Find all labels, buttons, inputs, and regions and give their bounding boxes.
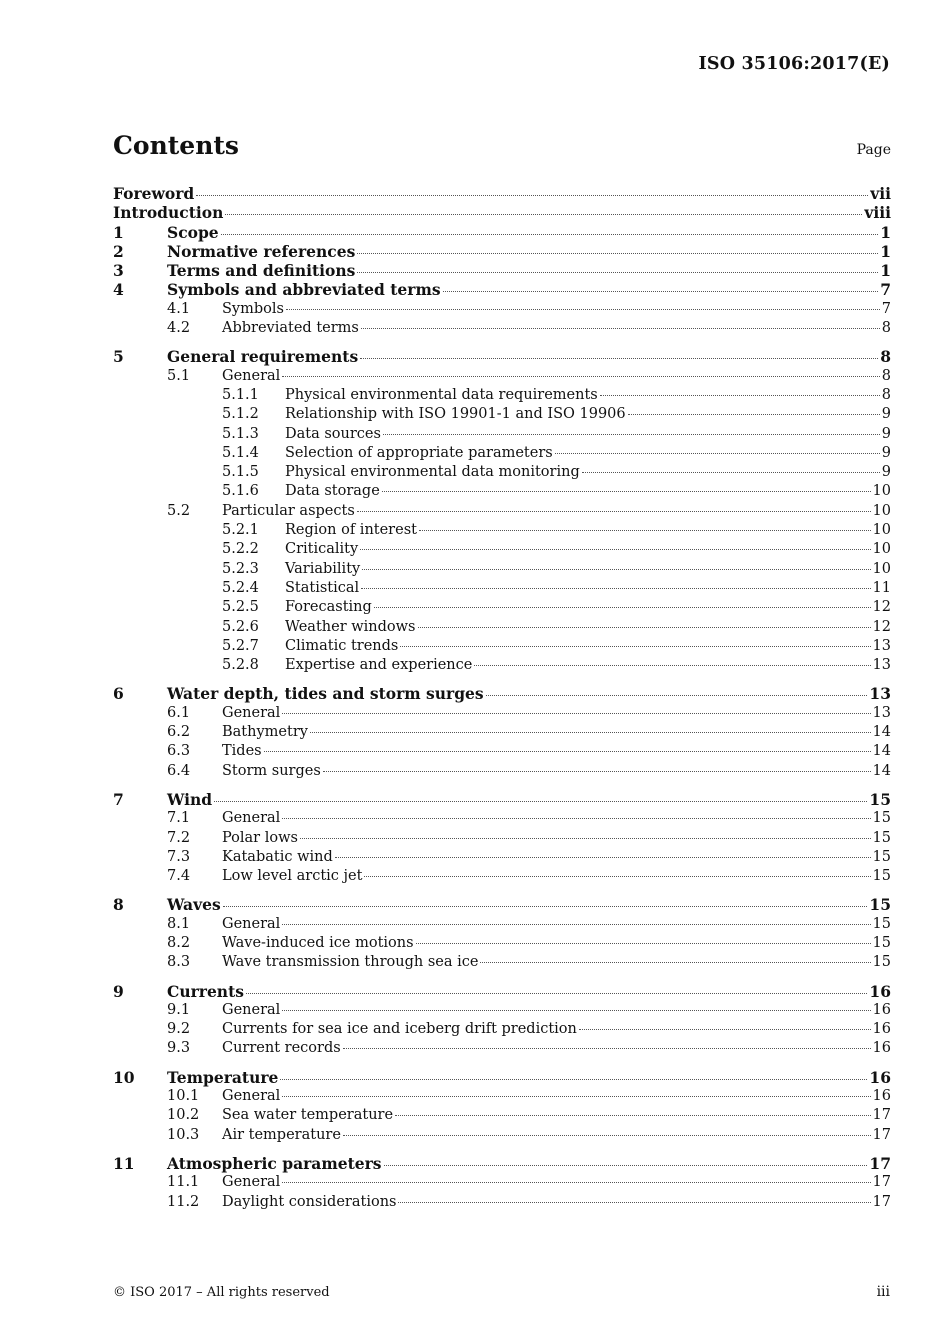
- dot-leader: [225, 214, 862, 215]
- dot-leader: [221, 234, 879, 235]
- dot-leader: [343, 1048, 871, 1049]
- dot-leader: [300, 838, 871, 839]
- toc-entry[interactable]: [113, 934, 891, 953]
- toc-entry[interactable]: [113, 953, 891, 972]
- toc-entry-title[interactable]: Currents: [167, 981, 244, 1001]
- toc-entry[interactable]: [113, 425, 891, 444]
- toc-entry[interactable]: [113, 704, 891, 723]
- dot-leader: [280, 1079, 867, 1080]
- dot-leader: [579, 1029, 871, 1030]
- dot-leader: [582, 472, 880, 473]
- dot-leader: [419, 530, 871, 531]
- toc-entry-title[interactable]: Bathymetry: [222, 724, 308, 741]
- toc-entry[interactable]: [113, 915, 891, 934]
- dot-leader: [335, 857, 871, 858]
- dot-leader: [480, 962, 870, 963]
- toc-entry[interactable]: [113, 1039, 891, 1058]
- toc-entry-number: 2: [113, 241, 124, 261]
- toc-entry-page[interactable]: 17: [872, 1126, 891, 1143]
- toc-entry-title[interactable]: Region of interest: [285, 522, 417, 539]
- toc-entry-title[interactable]: Symbols: [222, 300, 284, 317]
- toc-entry-title[interactable]: Low level arctic jet: [222, 868, 363, 885]
- toc-entry-page[interactable]: 16: [869, 1067, 891, 1087]
- toc-entry[interactable]: [113, 895, 891, 914]
- toc-entry-title[interactable]: Current records: [222, 1040, 341, 1057]
- dot-leader: [282, 1010, 870, 1011]
- toc-entry-page[interactable]: 15: [872, 868, 891, 885]
- toc-entry-page[interactable]: 10: [872, 560, 891, 577]
- toc-entry[interactable]: [113, 723, 891, 742]
- toc-entry-number: 5.2.1: [222, 522, 259, 539]
- dot-leader: [214, 801, 867, 802]
- toc-entry-number: 5.1.5: [222, 464, 259, 481]
- toc-entry[interactable]: [113, 223, 891, 242]
- toc-entry-title[interactable]: Selection of appropriate parameters: [285, 444, 553, 461]
- toc-entry-page[interactable]: 16: [872, 1088, 891, 1105]
- toc-entry-title[interactable]: Sea water temperature: [222, 1107, 394, 1124]
- toc-entry-number: 5.2.8: [222, 657, 259, 674]
- toc-entry-title[interactable]: General: [222, 1088, 281, 1105]
- contents-heading: Contents: [113, 131, 240, 160]
- dot-leader: [443, 291, 879, 292]
- dot-leader: [384, 1165, 868, 1166]
- toc-entry-number: 6.3: [167, 743, 191, 760]
- toc-entry-page[interactable]: 8: [881, 386, 891, 403]
- toc-entry-number: 3: [113, 261, 124, 281]
- dot-leader: [343, 1135, 871, 1136]
- toc-entry-title[interactable]: General: [222, 1001, 281, 1018]
- toc-entry-title[interactable]: General: [222, 915, 281, 932]
- toc-entry[interactable]: [113, 684, 891, 703]
- toc-entry-title[interactable]: General: [222, 367, 281, 384]
- toc-entry-number: 6.1: [167, 704, 191, 721]
- toc-entry-number: 6: [113, 684, 124, 704]
- toc-entry-title[interactable]: Normative references: [167, 241, 356, 261]
- page-column-label: Page: [856, 142, 891, 158]
- toc-entry-title[interactable]: Expertise and experience: [285, 657, 473, 674]
- toc-entry[interactable]: [113, 482, 891, 501]
- dot-leader: [383, 434, 880, 435]
- toc-entry[interactable]: [113, 347, 891, 366]
- toc-entry-number: 4.2: [167, 320, 191, 337]
- toc-entry[interactable]: [113, 742, 891, 761]
- toc-entry-page[interactable]: 11: [872, 579, 891, 596]
- toc-entry-number: 5.2.7: [222, 637, 259, 654]
- toc-entry-number: 9.1: [167, 1001, 191, 1018]
- toc-entry[interactable]: [113, 463, 891, 482]
- dot-leader: [323, 771, 871, 772]
- toc-entry-page[interactable]: 9: [881, 444, 891, 461]
- dot-leader: [362, 569, 870, 570]
- toc-entry-title[interactable]: Currents for sea ice and iceberg drift prediction: [222, 1021, 577, 1038]
- toc-entry-number: 5.1.1: [222, 386, 259, 403]
- toc-entry-number: 9.2: [167, 1021, 191, 1038]
- toc-entry-page[interactable]: 7: [881, 300, 891, 317]
- toc-entry-page[interactable]: 10: [872, 522, 891, 539]
- toc-entry-title[interactable]: Wind: [167, 789, 213, 809]
- toc-entry[interactable]: [113, 848, 891, 867]
- toc-entry[interactable]: [113, 1173, 891, 1192]
- toc-entry-page[interactable]: viii: [864, 203, 891, 223]
- toc-entry-page[interactable]: 17: [872, 1107, 891, 1124]
- toc-entry[interactable]: [113, 261, 891, 280]
- toc-entry-title[interactable]: Storm surges: [222, 762, 321, 779]
- toc-entry-page[interactable]: 10: [872, 502, 891, 519]
- toc-entry[interactable]: [113, 1087, 891, 1106]
- toc-entry-number: 11.1: [167, 1174, 200, 1191]
- toc-entry-title[interactable]: General: [222, 810, 281, 827]
- toc-entry[interactable]: [113, 829, 891, 848]
- toc-entry-title[interactable]: General requirements: [167, 347, 359, 367]
- toc-entry-title[interactable]: Data storage: [285, 483, 380, 500]
- toc-entry[interactable]: [113, 809, 891, 828]
- toc-entry-page[interactable]: 16: [872, 1021, 891, 1038]
- toc-entry-number: 8.2: [167, 934, 191, 951]
- dot-leader: [555, 453, 880, 454]
- toc-entry-page[interactable]: 12: [872, 618, 891, 635]
- toc-entry-number: 4: [113, 280, 124, 300]
- toc-entry-page[interactable]: 16: [872, 1040, 891, 1057]
- dot-leader: [628, 414, 880, 415]
- toc-entry-page[interactable]: 15: [872, 915, 891, 932]
- toc-entry-title[interactable]: Abbreviated terms: [222, 320, 359, 337]
- toc-entry-page[interactable]: 8: [881, 320, 891, 337]
- toc-entry-title[interactable]: Climatic trends: [285, 637, 399, 654]
- toc-entry-number: 5.2.4: [222, 579, 259, 596]
- dot-leader: [418, 627, 871, 628]
- toc-entry[interactable]: [113, 598, 891, 617]
- toc-entry-page[interactable]: 13: [872, 637, 891, 654]
- toc-entry[interactable]: [113, 1126, 891, 1145]
- toc-entry-number: 1: [113, 222, 124, 242]
- dot-leader: [357, 253, 878, 254]
- dot-leader: [600, 395, 880, 396]
- dot-leader: [282, 818, 870, 819]
- dot-leader: [357, 511, 871, 512]
- toc-entry-title[interactable]: Wave-induced ice motions: [222, 934, 414, 951]
- toc-entry-number: 8: [113, 895, 124, 915]
- toc-entry-number: 5.1.2: [222, 406, 259, 423]
- dot-leader: [282, 713, 870, 714]
- toc-entry-number: 5.2.5: [222, 599, 259, 616]
- toc-entry-page[interactable]: 9: [881, 425, 891, 442]
- toc-entry[interactable]: [113, 656, 891, 675]
- dot-leader: [374, 607, 871, 608]
- dot-leader: [486, 695, 868, 696]
- toc-entry-page[interactable]: 15: [872, 829, 891, 846]
- dot-leader: [282, 1096, 870, 1097]
- toc-entry[interactable]: [113, 1106, 891, 1125]
- toc-entry-number: 7.1: [167, 810, 191, 827]
- dot-leader: [282, 376, 879, 377]
- toc-entry[interactable]: [113, 579, 891, 598]
- toc-entry[interactable]: [113, 1020, 891, 1039]
- toc-entry-number: 9.3: [167, 1040, 191, 1057]
- toc-entry-page[interactable]: 17: [872, 1174, 891, 1191]
- dot-leader: [360, 358, 878, 359]
- toc-entry-page[interactable]: 14: [872, 762, 891, 779]
- toc-entry-page[interactable]: 15: [869, 789, 891, 809]
- dot-leader: [196, 195, 868, 196]
- toc-entry-number: 5.1.6: [222, 483, 259, 500]
- dot-leader: [416, 943, 871, 944]
- toc-entry-page[interactable]: 9: [881, 406, 891, 423]
- toc-entry-number: 11: [113, 1153, 135, 1173]
- toc-entry-number: 10.3: [167, 1126, 200, 1143]
- toc-entry[interactable]: [113, 280, 891, 299]
- standard-identifier: ISO 35106:2017(E): [698, 54, 890, 74]
- toc-entry-page[interactable]: 9: [881, 464, 891, 481]
- toc-entry-title[interactable]: Polar lows: [222, 829, 298, 846]
- toc-entry-page[interactable]: 15: [872, 954, 891, 971]
- toc-entry-title[interactable]: Physical environmental data monitoring: [285, 464, 580, 481]
- toc-entry-page[interactable]: 8: [881, 367, 891, 384]
- toc-entry[interactable]: [113, 444, 891, 463]
- toc-entry[interactable]: [113, 300, 891, 319]
- toc-entry-number: 5.2.2: [222, 541, 259, 558]
- toc-entry-page[interactable]: 8: [880, 347, 891, 367]
- toc-entry-title[interactable]: Particular aspects: [222, 502, 355, 519]
- dot-leader: [398, 1202, 870, 1203]
- toc-entry-page[interactable]: 7: [880, 280, 891, 300]
- toc-entry-number: 11.2: [167, 1193, 200, 1210]
- toc-entry-number: 7.3: [167, 848, 191, 865]
- toc-entry-title[interactable]: Temperature: [167, 1067, 279, 1087]
- footer-page-number: iii: [876, 1284, 890, 1300]
- dot-leader: [360, 549, 870, 550]
- toc-entry-number: 6.4: [167, 762, 191, 779]
- toc-entry-title[interactable]: Scope: [167, 222, 219, 242]
- toc-entry-number: 8.1: [167, 915, 191, 932]
- toc-entry[interactable]: [113, 521, 891, 540]
- toc-entry-page[interactable]: 13: [869, 684, 891, 704]
- toc-entry-number: 5.1: [167, 367, 191, 384]
- toc-entry-page[interactable]: 1: [880, 222, 891, 242]
- dot-leader: [395, 1115, 870, 1116]
- toc-entry-page[interactable]: 16: [872, 1001, 891, 1018]
- dot-leader: [361, 328, 880, 329]
- toc-entry-title[interactable]: Variability: [285, 560, 361, 577]
- toc-entry-title[interactable]: Physical environmental data requirements: [285, 386, 598, 403]
- toc-entry-number: 5: [113, 347, 124, 367]
- toc-entry[interactable]: [113, 1068, 891, 1087]
- toc-entry[interactable]: [113, 184, 891, 203]
- dot-leader: [357, 272, 878, 273]
- toc-entry-page[interactable]: 15: [872, 934, 891, 951]
- toc-entry[interactable]: [113, 618, 891, 637]
- toc-entry-number: 4.1: [167, 300, 191, 317]
- toc-entry-page[interactable]: 10: [872, 541, 891, 558]
- dot-leader: [361, 588, 870, 589]
- toc-entry[interactable]: [113, 1193, 891, 1212]
- dot-leader: [246, 993, 867, 994]
- toc-entry-number: 8.3: [167, 954, 191, 971]
- toc-entry-title[interactable]: Katabatic wind: [222, 848, 333, 865]
- toc-entry-title[interactable]: Statistical: [285, 579, 360, 596]
- footer-copyright: © ISO 2017 – All rights reserved: [113, 1285, 330, 1300]
- toc-entry-title[interactable]: Terms and definitions: [167, 261, 356, 281]
- dot-leader: [364, 876, 870, 877]
- toc-entry-title[interactable]: Atmospheric parameters: [167, 1153, 382, 1173]
- toc-entry[interactable]: [113, 502, 891, 521]
- toc-entry[interactable]: [113, 319, 891, 338]
- toc-entry-number: 6.2: [167, 724, 191, 741]
- toc-entry-title[interactable]: Symbols and abbreviated terms: [167, 280, 441, 300]
- toc-entry[interactable]: [113, 560, 891, 579]
- toc-entry-page[interactable]: 17: [869, 1153, 891, 1173]
- dot-leader: [223, 906, 868, 907]
- toc-entry[interactable]: [113, 203, 891, 222]
- dot-leader: [382, 491, 871, 492]
- toc-entry[interactable]: [113, 1154, 891, 1173]
- toc-entry-number: 5.1.3: [222, 425, 259, 442]
- toc-entry[interactable]: [113, 637, 891, 656]
- toc-entry-title[interactable]: Wave transmission through sea ice: [222, 954, 479, 971]
- dot-leader: [264, 751, 871, 752]
- toc-entry-number: 5.1.4: [222, 444, 259, 461]
- dot-leader: [310, 732, 871, 733]
- toc-entry-page[interactable]: 1: [880, 261, 891, 281]
- toc-entry-number: 5.2.3: [222, 560, 259, 577]
- dot-leader: [282, 924, 870, 925]
- toc-entry-page[interactable]: 14: [872, 743, 891, 760]
- toc-entry-title[interactable]: Water depth, tides and storm surges: [167, 684, 484, 704]
- toc-entry[interactable]: [113, 540, 891, 559]
- table-of-contents: [113, 184, 891, 1212]
- toc-entry[interactable]: [113, 386, 891, 405]
- toc-entry-page[interactable]: 1: [880, 241, 891, 261]
- toc-entry-page[interactable]: 10: [872, 483, 891, 500]
- toc-entry-page[interactable]: 13: [872, 657, 891, 674]
- dot-leader: [400, 646, 870, 647]
- toc-entry-page[interactable]: 15: [872, 848, 891, 865]
- toc-entry-title[interactable]: Data sources: [285, 425, 381, 442]
- toc-entry[interactable]: [113, 367, 891, 386]
- toc-entry[interactable]: [113, 982, 891, 1001]
- dot-leader: [286, 309, 880, 310]
- toc-entry-title[interactable]: Foreword: [113, 184, 195, 203]
- toc-entry-title[interactable]: Weather windows: [285, 618, 416, 635]
- toc-entry-number: 10: [113, 1067, 135, 1087]
- toc-entry-number: 5.2.6: [222, 618, 259, 635]
- toc-entry[interactable]: [113, 405, 891, 424]
- toc-entry-number: 5.2: [167, 502, 191, 519]
- toc-entry-title[interactable]: Waves: [167, 895, 221, 915]
- toc-entry-page[interactable]: vii: [870, 184, 891, 203]
- toc-entry-title[interactable]: Introduction: [113, 203, 224, 223]
- toc-entry-title[interactable]: Forecasting: [285, 599, 372, 616]
- toc-entry-title[interactable]: Air temperature: [222, 1126, 341, 1143]
- toc-entry-number: 7: [113, 789, 124, 809]
- dot-leader: [282, 1182, 870, 1183]
- toc-entry-page[interactable]: 15: [872, 810, 891, 827]
- toc-entry-title[interactable]: Tides: [222, 743, 262, 760]
- toc-entry[interactable]: [113, 867, 891, 886]
- toc-entry-page[interactable]: 16: [869, 981, 891, 1001]
- toc-entry-number: 10.1: [167, 1088, 200, 1105]
- toc-entry-title[interactable]: General: [222, 1174, 281, 1191]
- toc-entry-page[interactable]: 17: [872, 1193, 891, 1210]
- toc-entry-title[interactable]: Criticality: [285, 541, 359, 558]
- dot-leader: [474, 665, 870, 666]
- toc-entry-page[interactable]: 13: [872, 704, 891, 721]
- toc-entry-number: 7.4: [167, 868, 191, 885]
- toc-entry-number: 10.2: [167, 1107, 200, 1124]
- toc-entry-title[interactable]: Relationship with ISO 19901-1 and ISO 19906: [285, 406, 626, 423]
- toc-entry-page[interactable]: 14: [872, 724, 891, 741]
- toc-entry[interactable]: [113, 762, 891, 781]
- toc-entry[interactable]: [113, 1001, 891, 1020]
- toc-entry-title[interactable]: Daylight considerations: [222, 1193, 397, 1210]
- toc-entry-page[interactable]: 12: [872, 599, 891, 616]
- toc-entry-title[interactable]: General: [222, 704, 281, 721]
- toc-entry-page[interactable]: 15: [869, 895, 891, 915]
- toc-entry[interactable]: [113, 790, 891, 809]
- toc-entry-number: 9: [113, 981, 124, 1001]
- toc-entry[interactable]: [113, 242, 891, 261]
- toc-entry-number: 7.2: [167, 829, 191, 846]
